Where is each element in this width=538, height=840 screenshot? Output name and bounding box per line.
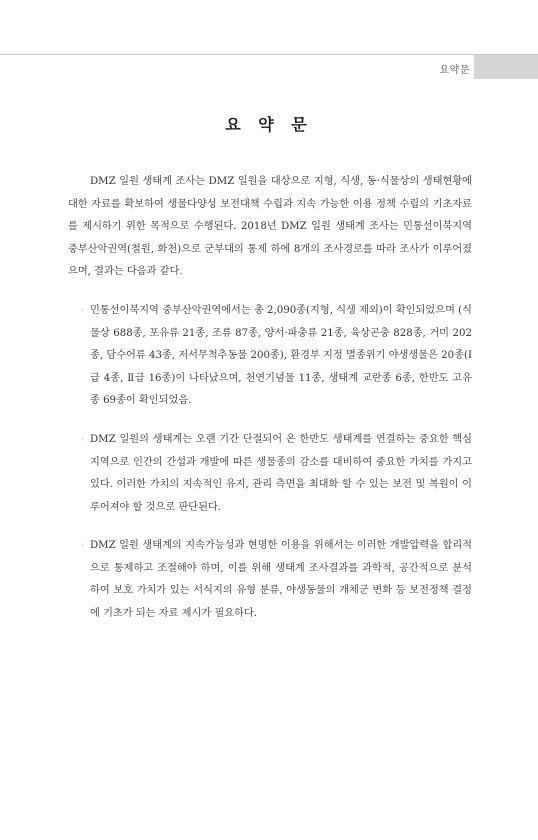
page-title: 요 약 문: [225, 115, 313, 134]
bullet-marker: ◦: [80, 435, 85, 444]
section-tab: [474, 55, 538, 79]
bullet-text: DMZ 일원의 생태계는 오랜 기간 단절되어 온 한반도 생태계를 연결하는 중요한 핵심지역으로 인간의 간섭과 개발에 따른 생물종의 감소를 대비하여 중요한 가치를 가지고 있다. 이러한 가치의 지속적인 유지, 관리 측면을 최대화 할 수 있는 보전 및 복원이 이루어져야 할 것으로 판단된다.: [90, 434, 472, 513]
bullet-item: [68, 429, 472, 519]
intro-paragraph: DMZ 일원 생태계 조사는 DMZ 일원을 대상으로 지형, 식생, 동·식물상의 생태현황에 대한 자료를 확보하여 생물다양성 보전대책 수립과 지속 가능한 이용 정책 수립의 기초자료를 제시하기 위한 목적으로 수행된다. 2018년 DMZ 일원 생태계 조사는 민통선이북지역 중부산악권역(철원, 화천)으로 군부대의 통제 하에 8개의 조사경로를 따라 조사가 이루어졌으며, 결과는 다음과 같다.: [68, 176, 472, 278]
running-header: [0, 55, 538, 79]
section-label: 요약문: [439, 65, 470, 76]
bullet-text: DMZ 일원 생태계의 지속가능성과 현명한 이용을 위해서는 이러한 개발압력을 합리적으로 통제하고 조절해야 하며, 이를 위해 생태계 조사결과를 과학적, 공간적으로 분석하여 보호 가치가 있는 서식지의 유형 분류, 야생동물의 개체군 변화 등 보전정책 결정에 기초가 되는 자료 제시가 필요하다.: [90, 540, 472, 619]
bullet-item: [68, 535, 472, 625]
bullet-marker: ◦: [80, 541, 85, 550]
bullet-text: 민통선이북지역 중부산악권역에서는 총 2,090종(지형, 식생 제외)이 확인되었으며 (식물상 688종, 포유류 21종, 조류 87종, 양서·파충류 21종, 육상곤충 828종, 거미 202종, 담수어류 43종, 저서무척추동물 200종), 환경부 지정 멸종위기 야생생물은 20종(Ⅰ급 4종, Ⅱ급 16종)이 나타났으며, 천연기념물 11종, 생태계 교란종 6종, 한반도 고유종 69종이 확인되었음.: [90, 305, 472, 407]
bullet-item: [68, 300, 472, 413]
bullet-marker: ◦: [80, 306, 85, 315]
